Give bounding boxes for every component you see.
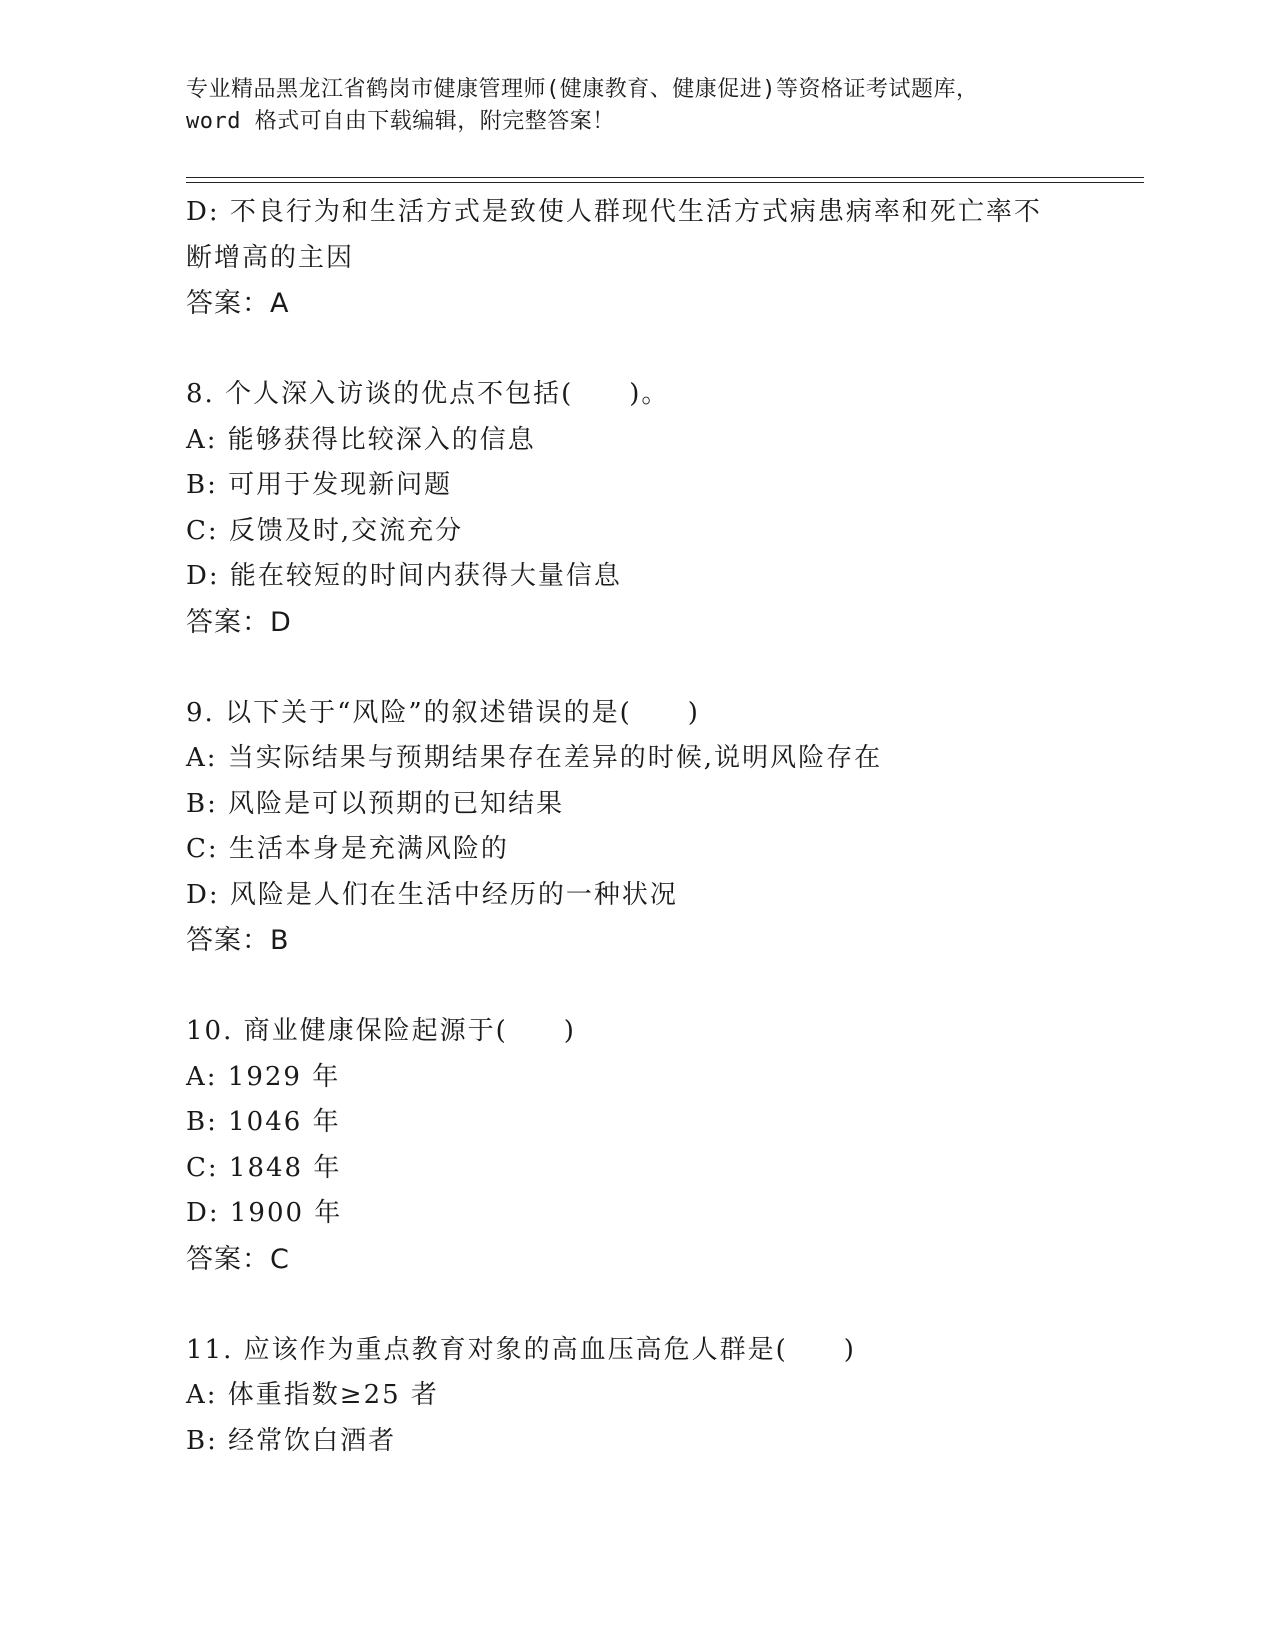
question-11 bbox=[186, 1328, 1086, 1465]
header-line-1: 专业精品黑龙江省鹤岗市健康管理师(健康教育、健康促进)等资格证考试题库， bbox=[186, 77, 979, 102]
question-9 bbox=[186, 691, 1086, 964]
option-a: A: 当实际结果与预期结果存在差异的时候,说明风险存在 bbox=[186, 743, 883, 773]
document-body bbox=[186, 190, 1086, 1464]
option-d-continued: 断增高的主因 bbox=[186, 242, 355, 273]
option-d: D: 风险是人们在生活中经历的一种状况 bbox=[186, 879, 678, 910]
question-stem: 8. 个人深入访谈的优点不包括( )。 bbox=[186, 379, 670, 409]
spacer bbox=[186, 327, 1086, 373]
option-a: A: 体重指数≥25 者 bbox=[186, 1380, 439, 1410]
option-a: A: 能够获得比较深入的信息 bbox=[186, 424, 536, 455]
option-d: D: 能在较短的时间内获得大量信息 bbox=[186, 561, 622, 591]
answer-line: 答案：B bbox=[186, 925, 290, 956]
header-divider-top bbox=[186, 177, 1144, 178]
document-header bbox=[186, 74, 1086, 138]
option-c: C: 生活本身是充满风险的 bbox=[186, 834, 509, 864]
spacer bbox=[186, 964, 1086, 1010]
answer-line: 答案：A bbox=[186, 288, 290, 319]
question-7-continuation bbox=[186, 190, 1086, 327]
answer-line: 答案：C bbox=[186, 1243, 290, 1275]
option-b: B: 1046 年 bbox=[186, 1107, 341, 1137]
option-b: B: 风险是可以预期的已知结果 bbox=[186, 788, 565, 819]
question-stem: 10. 商业健康保险起源于( ) bbox=[186, 1016, 576, 1046]
question-stem: 9. 以下关于“风险”的叙述错误的是( ) bbox=[186, 697, 700, 728]
header-line-2: word 格式可自由下载编辑，附完整答案！ bbox=[186, 109, 615, 134]
option-d: D: 1900 年 bbox=[186, 1198, 343, 1228]
answer-line: 答案：D bbox=[186, 606, 292, 638]
option-a: A: 1929 年 bbox=[186, 1061, 341, 1092]
spacer bbox=[186, 1282, 1086, 1328]
spacer bbox=[186, 645, 1086, 691]
option-b: B: 经常饮白酒者 bbox=[186, 1425, 397, 1456]
option-c: C: 1848 年 bbox=[186, 1152, 342, 1183]
question-8 bbox=[186, 372, 1086, 645]
option-d: D: 不良行为和生活方式是致使人群现代生活方式病患病率和死亡率不 bbox=[186, 197, 1042, 227]
question-10 bbox=[186, 1009, 1086, 1282]
header-divider-bottom bbox=[186, 182, 1144, 183]
option-c: C: 反馈及时,交流充分 bbox=[186, 515, 464, 546]
option-b: B: 可用于发现新问题 bbox=[186, 470, 453, 500]
question-stem: 11. 应该作为重点教育对象的高血压高危人群是( ) bbox=[186, 1334, 856, 1365]
